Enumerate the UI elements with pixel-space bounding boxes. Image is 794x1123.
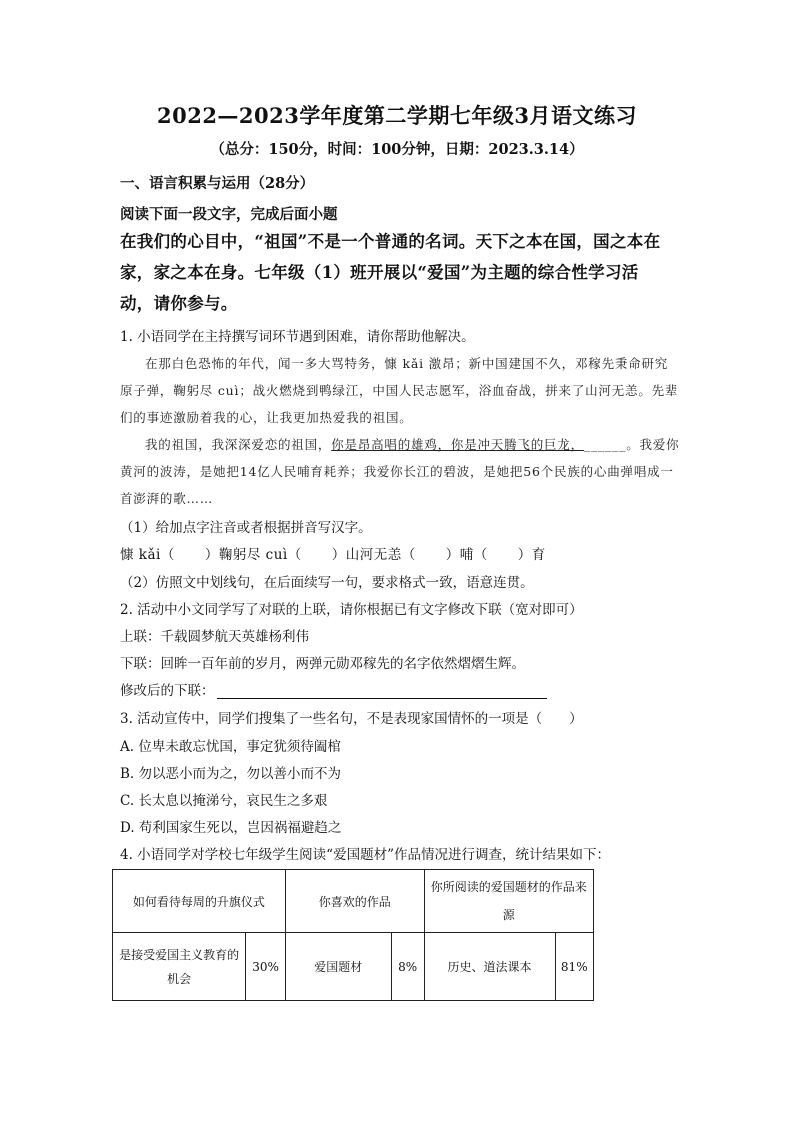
revised-couplet-row xyxy=(120,679,547,699)
pinyin-item-5: ）育 xyxy=(517,547,546,563)
pinyin-item-4: ）哺（ xyxy=(445,547,488,563)
table-header-row xyxy=(113,870,594,933)
pinyin-item-2: ）鞠躬尽 cuì（ xyxy=(204,547,302,563)
survey-table xyxy=(112,869,594,1001)
table-cell: 是接受爱国主义教育的机会 xyxy=(113,933,246,1001)
continuation-blank[interactable]: ______ xyxy=(583,437,627,452)
couplet-lower: 下联：回眸一百年前的岁月，两弹元勋邓稼先的名字依然熠熠生辉。 xyxy=(120,656,525,672)
pinyin-item-1: 慷 kǎi（ xyxy=(120,547,175,563)
table-header-cell: 如何看待每周的升旗仪式 xyxy=(113,870,286,933)
option-d[interactable]: D. 苟利国家生死以，岂因祸福避趋之 xyxy=(120,820,342,836)
question-3-stem: 3. 活动宣传中，同学们搜集了一些名句，不是表现家国情怀的一项是（ ） xyxy=(120,711,583,727)
intro-paragraph: 在我们的心目中，“祖国”不是一个普通的名词。天下之本在国，国之本在家，家之本在身。七年级（1）班开展以“爱国”为主题的综合性学习活动，请你参与。 xyxy=(120,232,661,313)
table-header-cell: 你喜欢的作品 xyxy=(285,870,424,933)
option-b[interactable]: B. 勿以恶小而为之，勿以善小而不为 xyxy=(120,766,342,782)
question-1-sub1: （1）给加点字注音或者根据拼音写汉字。 xyxy=(120,520,372,536)
table-row xyxy=(113,933,594,1001)
table-cell: 8% xyxy=(391,933,424,1001)
passage-paragraph-2 xyxy=(120,431,680,512)
table-cell: 30% xyxy=(246,933,286,1001)
revised-answer-line[interactable] xyxy=(217,684,547,699)
page-title: 2022—2023学年度第二学期七年级3月语文练习 xyxy=(156,103,637,128)
question-2-stem: 2. 活动中小文同学写了对联的上联，请你根据已有文字修改下联（宽对即可） xyxy=(120,602,583,618)
question-1-stem: 1. 小语同学在主持撰写词环节遇到困难，请你帮助他解决。 xyxy=(120,329,475,345)
pinyin-answer-row xyxy=(120,543,546,563)
question-1-sub2: （2）仿照文中划线句，在后面续写一句，要求格式一致，语意连贯。 xyxy=(120,575,534,591)
couplet-upper: 上联：千载圆梦航天英雄杨利伟 xyxy=(120,629,309,645)
passage-paragraph-1: 在那白色恐怖的年代，闻一多大骂特务，慷 kǎi 激昂；新中国建国不久，邓稼先秉命研究原子弹，鞠躬尽 cuì；战火燃烧到鸭绿江，中国人民志愿军，浴血奋战，拼来了山河无恙。先辈们的事迹激励着我的心，让我更加热爱我的祖国。 xyxy=(120,356,679,425)
passage-p2-start: 我的祖国，我深深爱恋的祖国， xyxy=(145,437,332,452)
table-cell: 81% xyxy=(555,933,593,1001)
option-a[interactable]: A. 位卑未敢忘忧国，事定犹须待阖棺 xyxy=(120,739,341,755)
passage-p2-end: 。我爱你黄河的波涛，是她把14亿人民哺育耗养；我爱你长江的碧波，是她把56个民族的心曲弹唱成一首澎湃的歌…… xyxy=(120,437,680,506)
section-heading: 一、语言积累与运用（28分） xyxy=(120,175,315,192)
pinyin-item-3: ）山河无恙（ xyxy=(331,547,416,563)
underlined-sentence: 你是昂高唱的雄鸡，你是冲天腾飞的巨龙， xyxy=(331,437,584,452)
revised-label: 修改后的下联： xyxy=(120,683,215,699)
question-1-passage xyxy=(120,350,680,512)
table-header-cell: 你所阅读的爱国题材的作品来源 xyxy=(424,870,593,933)
question-4-stem: 4. 小语同学对学校七年级学生阅读“爱国题材”作品情况进行调查，统计结果如下： xyxy=(120,847,610,863)
table-cell: 历史、道法课本 xyxy=(424,933,555,1001)
table-cell: 爱国题材 xyxy=(285,933,391,1001)
exam-info: （总分：150分，时间：100分钟，日期：2023.3.14） xyxy=(210,141,584,158)
reading-instruction: 阅读下面一段文字，完成后面小题 xyxy=(120,206,338,223)
option-c[interactable]: C. 长太息以掩涕兮，哀民生之多艰 xyxy=(120,793,328,809)
